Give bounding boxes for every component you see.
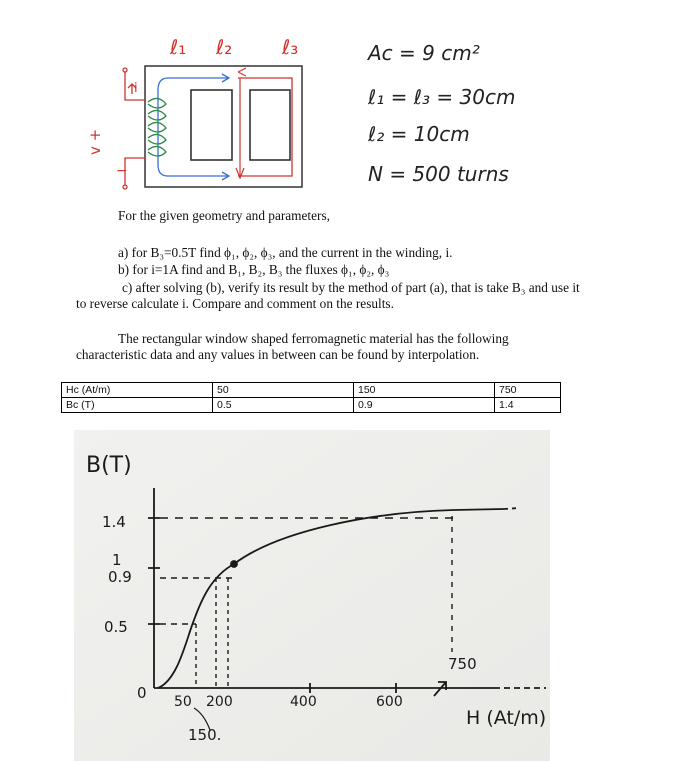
core-window-left xyxy=(191,90,232,160)
label-l1: ℓ₁ xyxy=(170,35,187,59)
x-axis-label: H (At/m) xyxy=(466,707,547,729)
question-c-line2: to reverse calculate i. Compare and comment on the results. xyxy=(76,296,394,311)
table-cell: 50 xyxy=(213,383,354,398)
flux-path-left xyxy=(158,78,228,176)
question-c-line1: c) after solving (b), verify its result by the method of part (a), that is take B₃ and use it xyxy=(122,280,580,295)
table-cell: 0.9 xyxy=(354,398,495,413)
description-line2: characteristic data and any values in between can be found by interpolation. xyxy=(76,347,480,362)
voltage-label: v + xyxy=(86,128,104,155)
x-tick-750: 750 xyxy=(448,655,477,673)
x-tick-200: 200 xyxy=(206,694,233,710)
bh-curve-photo xyxy=(74,430,550,761)
table-cell: 150 xyxy=(354,383,495,398)
current-label: i xyxy=(134,81,138,96)
y-tick-1.4: 1.4 xyxy=(102,513,126,531)
table-cell: 0.5 xyxy=(213,398,354,413)
problem-intro: For the given geometry and parameters, xyxy=(118,208,330,223)
table-cell: 750 xyxy=(495,383,561,398)
core-outer xyxy=(145,66,302,187)
y-tick-0.5: 0.5 xyxy=(104,618,128,636)
param-l2: ℓ₂ = 10cm xyxy=(368,122,470,146)
param-l1l3: ℓ₁ = ℓ₃ = 30cm xyxy=(368,85,516,109)
table-row-b xyxy=(62,398,561,413)
table-cell: 1.4 xyxy=(495,398,561,413)
bh-data-table xyxy=(61,382,561,413)
flux-path-right xyxy=(238,78,292,176)
y-axis-label: B(T) xyxy=(86,453,132,478)
param-area: Ac = 9 cm² xyxy=(368,41,480,65)
x-tick-0: 0 xyxy=(137,684,147,702)
x-tick-600: 600 xyxy=(376,694,403,710)
param-turns: N = 500 turns xyxy=(368,162,509,186)
note-150: 150. xyxy=(188,726,222,744)
question-b: b) for i=1A find and B₁, B₂, B₃ the fluxes ϕ₁, ϕ₂, ϕ₃ xyxy=(118,262,390,277)
description-line1: The rectangular window shaped ferromagnetic material has the following xyxy=(118,331,509,346)
y-tick-0.9: 0.9 xyxy=(108,568,132,586)
x-tick-50: 50 xyxy=(174,694,192,710)
curve-point xyxy=(231,561,237,567)
question-a: a) for B₃=0.5T find ϕ₁, ϕ₂, ϕ₃, and the current in the winding, i. xyxy=(118,245,453,260)
core-sketch xyxy=(0,0,697,200)
label-l3: ℓ₃ xyxy=(282,35,299,59)
core-window-right xyxy=(250,90,290,160)
table-row-h xyxy=(62,383,561,398)
label-l2: ℓ₂ xyxy=(216,35,233,59)
winding-coil xyxy=(148,98,166,156)
table-cell: Hc (At/m) xyxy=(62,383,213,398)
voltage-minus: − xyxy=(116,163,128,179)
x-tick-400: 400 xyxy=(290,694,317,710)
y-tick-1: 1 xyxy=(112,551,122,569)
table-cell: Bc (T) xyxy=(62,398,213,413)
